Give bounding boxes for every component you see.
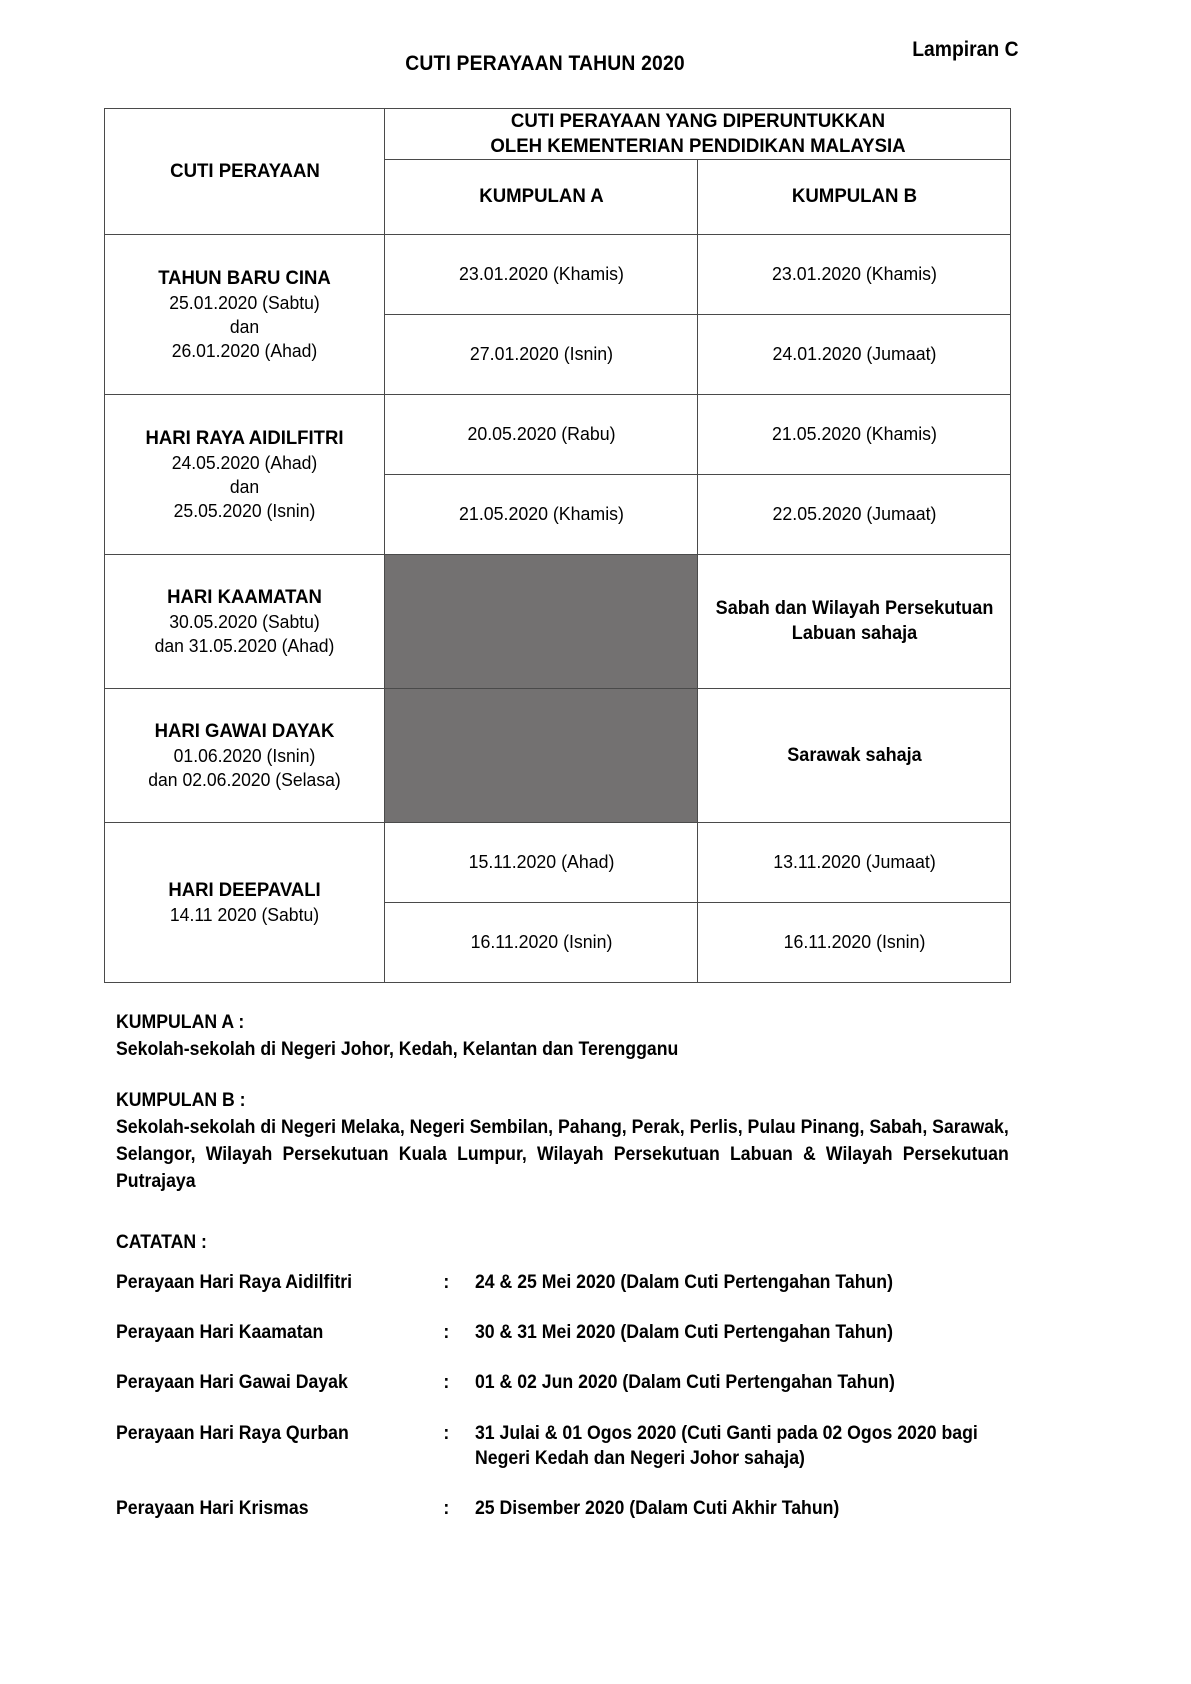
event-name: HARI KAAMATAN <box>167 585 322 608</box>
event-name: HARI RAYA AIDILFITRI <box>145 426 344 449</box>
header-cell-group-b: KUMPULAN B <box>705 159 1004 234</box>
group-b-legend <box>116 1090 1008 1196</box>
catatan-row <box>116 1421 1027 1497</box>
group-a-blocked-cell <box>385 554 698 688</box>
table-row <box>105 234 1011 314</box>
header-span-line-2: OLEH KEMENTERIAN PENDIDIKAN MALAYSIA <box>489 134 906 157</box>
holiday-table <box>104 108 1011 983</box>
group-a-date: 15.11.2020 (Ahad) <box>391 822 691 902</box>
event-date-line-2: dan 02.06.2020 (Selasa) <box>148 769 341 791</box>
group-b-note: Sarawak sahaja <box>705 688 1002 822</box>
group-b-date: 22.05.2020 (Jumaat) <box>704 474 1004 554</box>
event-date-line-1: 25.01.2020 (Sabtu) <box>169 292 320 313</box>
catatan-section <box>116 1232 1008 1547</box>
event-cell-hari-gawai-dayak <box>105 688 385 822</box>
group-b-body: Sekolah-sekolah di Negeri Melaka, Negeri Sembilan, Pahang, Perak, Perlis, Pulau Pinang, Sabah, Sarawak, Selangor, Wilayah Persekutuan Kuala Lumpur, Wilayah Persekutuan Labuan & Wilayah Persekutuan Putrajaya <box>116 1116 1009 1192</box>
group-b-date: 16.11.2020 (Isnin) <box>704 902 1004 982</box>
spacer <box>116 1196 1008 1232</box>
catatan-value: 25 Disember 2020 (Dalam Cuti Akhir Tahun) <box>474 1498 840 1520</box>
catatan-row <box>116 1320 1027 1370</box>
group-b-note: Sabah dan Wilayah Persekutuan Labuan sahaja <box>705 554 1002 688</box>
catatan-label: Perayaan Hari Kaamatan <box>116 1322 324 1344</box>
group-a-date: 20.05.2020 (Rabu) <box>391 394 691 474</box>
catatan-label: Perayaan Hari Raya Aidilfitri <box>116 1271 353 1293</box>
event-date-line-2: dan <box>229 476 260 498</box>
holiday-table-wrapper <box>104 108 1010 983</box>
group-a-date: 23.01.2020 (Khamis) <box>391 234 691 314</box>
group-a-legend <box>116 1012 1008 1064</box>
group-a-date: 21.05.2020 (Khamis) <box>391 474 691 554</box>
catatan-value: 30 & 31 Mei 2020 (Dalam Cuti Pertengahan Tahun) <box>474 1322 893 1344</box>
table-row <box>105 394 1011 474</box>
header-span-line-1: CUTI PERAYAAN YANG DIPERUNTUKKAN <box>510 110 885 132</box>
event-date-line-1: 30.05.2020 (Sabtu) <box>169 611 320 633</box>
catatan-colon: : <box>443 1422 450 1444</box>
catatan-row <box>116 1370 1027 1420</box>
appendix-label: Lampiran C <box>912 38 1019 61</box>
event-cell-tahun-baru-cina <box>105 234 385 394</box>
group-a-heading: KUMPULAN A : <box>116 1012 245 1033</box>
legend-and-notes <box>116 1012 1008 1546</box>
table-header-row-1 <box>105 109 1011 160</box>
event-cell-hari-kaamatan <box>105 554 385 688</box>
catatan-colon: : <box>443 1498 450 1520</box>
catatan-row <box>116 1496 1027 1546</box>
event-date-line-3: 25.05.2020 (Isnin) <box>173 500 316 522</box>
event-date-line-1: 14.11 2020 (Sabtu) <box>169 904 320 926</box>
table-row <box>105 822 1011 902</box>
catatan-value: 31 Julai & 01 Ogos 2020 (Cuti Ganti pada 02 Ogos 2020 bagi Negeri Kedah dan Negeri Johor sahaja) <box>474 1422 978 1469</box>
header-cell-group-a: KUMPULAN A <box>392 159 691 234</box>
event-name: HARI DEEPAVALI <box>168 878 321 901</box>
catatan-heading: CATATAN : <box>116 1231 207 1253</box>
catatan-colon: : <box>443 1271 450 1293</box>
group-b-date: 13.11.2020 (Jumaat) <box>704 822 1004 902</box>
page-title: CUTI PERAYAAN TAHUN 2020 <box>405 52 685 75</box>
catatan-table <box>116 1270 1027 1547</box>
catatan-value: 01 & 02 Jun 2020 (Dalam Cuti Pertengahan Tahun) <box>474 1372 895 1394</box>
document-header <box>0 0 1191 78</box>
event-date-line-1: 01.06.2020 (Isnin) <box>173 745 316 767</box>
group-a-date: 16.11.2020 (Isnin) <box>391 902 691 982</box>
catatan-label: Perayaan Hari Raya Qurban <box>116 1422 349 1444</box>
group-b-date: 23.01.2020 (Khamis) <box>704 234 1004 314</box>
event-date-line-2: dan <box>229 316 260 338</box>
event-cell-hari-raya-aidilfitri <box>105 394 385 554</box>
event-date-line-3: 26.01.2020 (Ahad) <box>171 340 318 362</box>
event-date-line-1: 24.05.2020 (Ahad) <box>171 452 318 473</box>
header-cell-span <box>399 109 997 160</box>
catatan-value: 24 & 25 Mei 2020 (Dalam Cuti Pertengahan Tahun) <box>474 1271 893 1293</box>
event-cell-hari-deepavali <box>105 822 385 982</box>
table-row <box>105 554 1011 688</box>
group-a-date: 27.01.2020 (Isnin) <box>391 314 691 394</box>
catatan-label: Perayaan Hari Gawai Dayak <box>116 1372 348 1394</box>
group-a-blocked-cell <box>385 688 698 822</box>
event-name: TAHUN BARU CINA <box>158 266 331 289</box>
event-date-line-2: dan 31.05.2020 (Ahad) <box>154 635 335 657</box>
group-b-heading: KUMPULAN B : <box>116 1089 246 1111</box>
catatan-row <box>116 1270 1027 1320</box>
table-row <box>105 688 1011 822</box>
event-name: HARI GAWAI DAYAK <box>154 719 335 742</box>
group-b-date: 21.05.2020 (Khamis) <box>704 394 1004 474</box>
catatan-colon: : <box>443 1372 450 1394</box>
header-cell-event: CUTI PERAYAAN <box>111 109 378 235</box>
catatan-colon: : <box>443 1322 450 1344</box>
catatan-label: Perayaan Hari Krismas <box>116 1498 309 1520</box>
group-a-body: Sekolah-sekolah di Negeri Johor, Kedah, Kelantan dan Terengganu <box>116 1039 679 1060</box>
group-b-date: 24.01.2020 (Jumaat) <box>704 314 1004 394</box>
spacer <box>116 1064 1008 1090</box>
